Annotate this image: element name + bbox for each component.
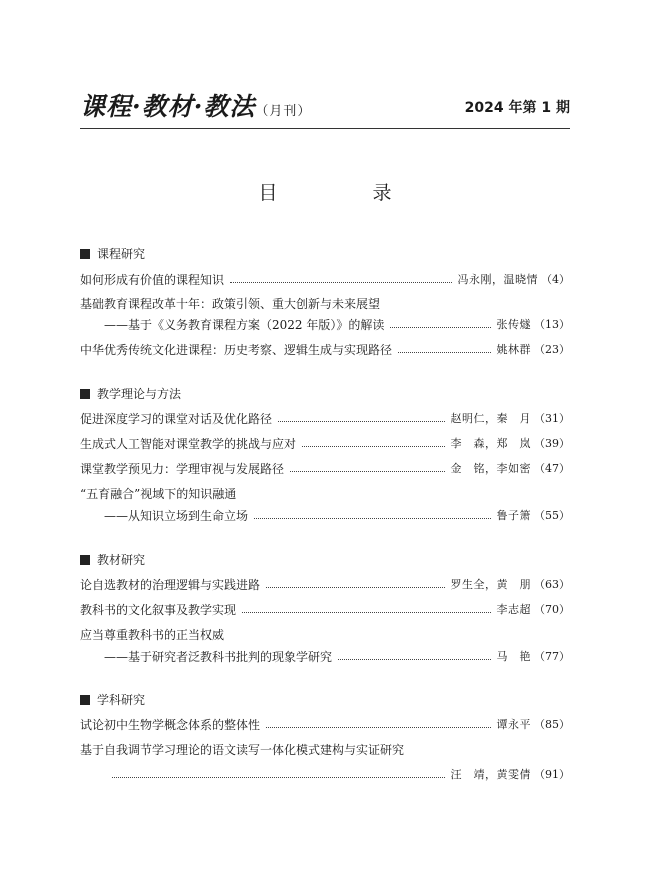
square-bullet-icon [80,389,90,399]
entry-author: 李 森，郑 岚 [450,437,531,450]
entry-title[interactable]: 应当尊重教科书的正当权威 [80,628,225,642]
entry-page: （23） [534,343,570,356]
toc-entry[interactable] [104,316,570,334]
entry-page: （4） [541,273,570,286]
journal-header [80,92,570,128]
entry-title[interactable]: “五育融合”视域下的知识融通 [80,487,237,501]
entry-author: 汪 靖，黄雯倩 [450,768,531,781]
entry-page: （70） [534,603,570,616]
toc-entry[interactable] [104,648,570,666]
entry-subtitle: ——从知识立场到生命立场 [104,509,249,523]
dot-leader [390,327,490,328]
entry-author: 鲁子箫 [496,509,531,522]
section-heading-label: 课程研究 [97,247,146,261]
toc-entry[interactable] [104,507,570,525]
dot-leader [398,352,490,353]
journal-title [80,92,311,127]
entry-title[interactable]: 基础教育课程改革十年：政策引领、重大创新与未来展望 [80,297,381,311]
toc-entry[interactable] [80,341,570,359]
toc-entry[interactable] [104,766,570,784]
toc-entry[interactable] [80,410,570,428]
entry-title: 课堂教学预见力：学理审视与发展路径 [80,462,285,476]
dot-leader [230,282,451,283]
section-heading-label: 学科研究 [97,693,146,707]
dot-leader [302,446,444,447]
toc-entry[interactable] [80,601,570,619]
section-heading [80,552,145,568]
dot-leader [278,421,444,422]
entry-author: 冯永刚，温晓情 [457,273,538,286]
toc-entry[interactable] [80,460,570,478]
square-bullet-icon [80,695,90,705]
entry-subtitle: ——基于《义务教育课程方案（2022 年版）》的解读 [104,318,385,332]
square-bullet-icon [80,249,90,259]
entry-title: 如何形成有价值的课程知识 [80,273,225,287]
entry-author: 赵明仁，秦 月 [450,412,531,425]
section-heading-label: 教材研究 [97,553,146,567]
entry-page: （31） [534,412,570,425]
journal-subtitle: （月刊） [255,104,312,119]
entry-subtitle: ——基于研究者泛教科书批判的现象学研究 [104,650,333,664]
entry-title: 促进深度学习的课堂对话及优化路径 [80,412,273,426]
entry-page: （13） [534,318,570,331]
dot-leader [242,612,490,613]
toc-entry[interactable] [80,716,570,734]
entry-author: 姚林群 [496,343,531,356]
dot-leader [254,518,490,519]
entry-page: （91） [534,768,570,781]
entry-title: 教科书的文化叙事及教学实现 [80,603,237,617]
entry-author: 马 艳 [496,650,531,663]
entry-title: 生成式人工智能对课堂教学的挑战与应对 [80,437,297,451]
dot-leader [266,587,444,588]
journal-name: 课程·教材·教法 [80,92,256,121]
entry-page: （39） [534,437,570,450]
entry-title: 试论初中生物学概念体系的整体性 [80,718,261,732]
entry-page: （77） [534,650,570,663]
toc-entry[interactable] [80,435,570,453]
entry-author: 谭永平 [496,718,531,731]
section-heading [80,246,145,262]
entry-title[interactable]: 基于自我调节学习理论的语文读写一体化模式建构与实证研究 [80,743,405,757]
entry-title: 论自选教材的治理逻辑与实践进路 [80,578,261,592]
entry-author: 罗生全，黄 朋 [450,578,531,591]
entry-page: （47） [534,462,570,475]
section-heading [80,692,145,708]
entry-title: 中华优秀传统文化进课程：历史考察、逻辑生成与实现路径 [80,343,393,357]
entry-author: 张传燧 [496,318,531,331]
square-bullet-icon [80,555,90,565]
toc-title: 目 录 [258,182,430,204]
entry-author: 金 铭，李如密 [450,462,531,475]
toc-entry[interactable] [80,576,570,594]
entry-author: 李志超 [496,603,531,616]
dot-leader [112,777,445,778]
issue-number: 2024 年第 1 期 [464,100,570,116]
section-heading [80,386,181,402]
section-heading-label: 教学理论与方法 [97,387,182,401]
dot-leader [338,659,490,660]
entry-page: （85） [534,718,570,731]
header-rule [80,128,570,129]
dot-leader [266,727,490,728]
entry-page: （55） [534,509,570,522]
dot-leader [290,471,444,472]
entry-page: （63） [534,578,570,591]
toc-entry[interactable] [80,271,570,289]
